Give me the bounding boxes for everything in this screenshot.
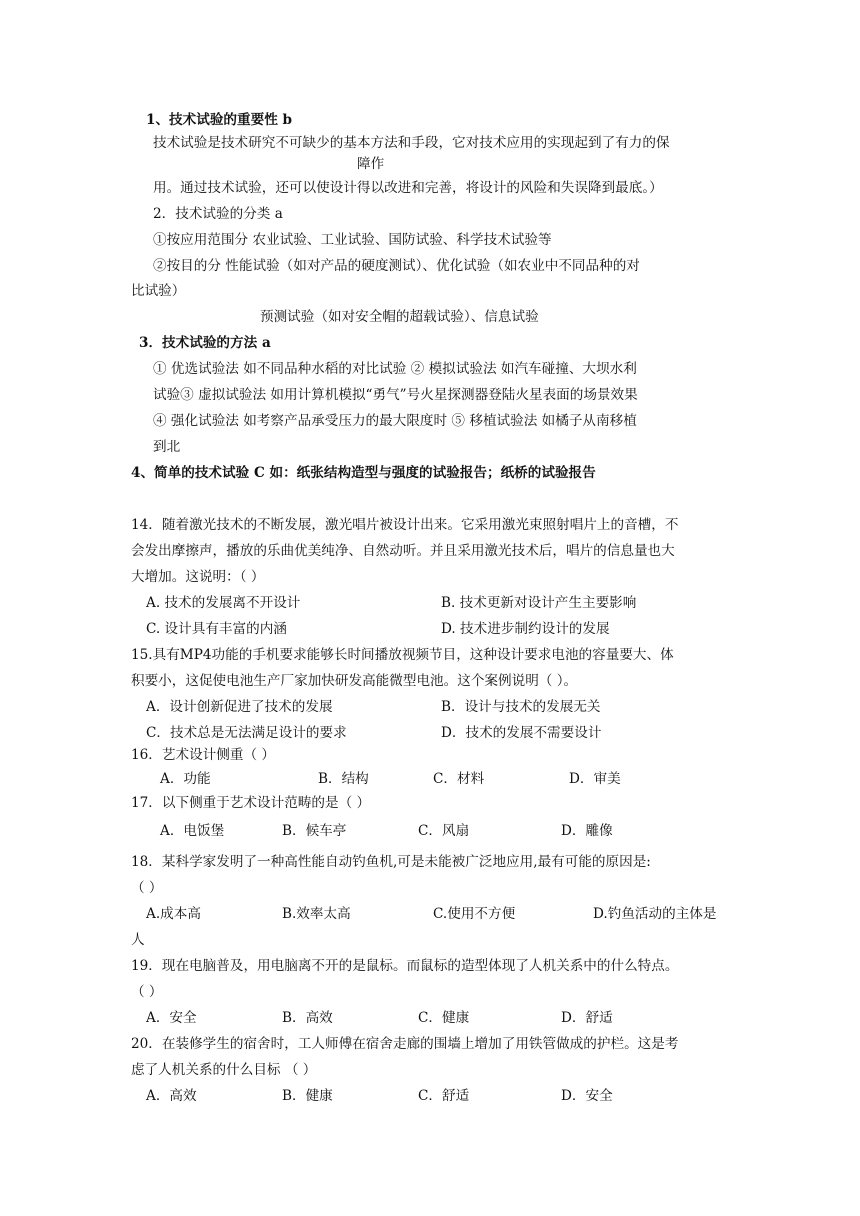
question-20-option-d: D．安全 — [561, 1088, 613, 1104]
question-14-option-a: A. 技术的发展离不开设计 — [146, 595, 301, 611]
question-19-option-b: B．高效 — [282, 1010, 333, 1026]
question-15-option-c: C．技术总是无法满足设计的要求 — [146, 725, 347, 741]
section-3-line: ④ 强化试验法 如考察产品承受压力的最大限度时 ⑤ 移植试验法 如橘子从南移植 — [153, 413, 637, 429]
question-16-stem: 16．艺术设计侧重（ ） — [131, 747, 275, 763]
question-18-option-b: B.效率太高 — [282, 906, 351, 922]
section-2-item-wrap: 比试验） — [131, 283, 186, 299]
question-19-stem: 19．现在电脑普及，用电脑离不开的是鼠标。而鼠标的造型体现了人机关系中的什么特点。 — [131, 958, 679, 974]
section-2-item: ②按目的分 性能试验（如对产品的硬度测试）、优化试验（如农业中不同品种的对 — [153, 258, 640, 274]
question-16-option-a: A．功能 — [160, 771, 211, 787]
question-17-stem: 17．以下侧重于艺术设计范畴的是（ ） — [131, 795, 371, 811]
question-17-option-a: A．电饭堡 — [160, 823, 225, 839]
question-15-option-a: A．设计创新促进了技术的发展 — [146, 699, 333, 715]
question-18-stem: （ ） — [131, 880, 163, 896]
question-17-option-c: C．风扇 — [418, 823, 470, 839]
question-15-option-d: D．技术的发展不需要设计 — [441, 725, 602, 741]
question-18-stem: 18．某科学家发明了一种高性能自动钓鱼机,可是未能被广泛地应用,最有可能的原因是: — [131, 854, 651, 870]
question-14-option-c: C. 设计具有丰富的内涵 — [146, 621, 287, 637]
question-18-option-d-wrap: 人 — [131, 932, 145, 948]
section-1-paragraph-line: 用。通过技术试验，还可以使设计得以改进和完善，将设计的风险和失误降到最底。） — [153, 180, 663, 196]
question-20-option-b: B．健康 — [282, 1088, 333, 1104]
question-20-stem: 虑了人机关系的什么目标 （ ） — [131, 1062, 317, 1078]
section-2-item: ①按应用范围分 农业试验、工业试验、国防试验、科学技术试验等 — [153, 232, 552, 248]
question-20-stem: 20．在装修学生的宿舍时，工人师傅在宿舍走廊的围墙上增加了用铁管做成的护栏。这是考 — [131, 1036, 679, 1052]
question-19-option-c: C．健康 — [418, 1010, 470, 1026]
question-18-option-d: D.钓鱼活动的主体是 — [593, 906, 717, 922]
section-2-heading: 2．技术试验的分类 a — [153, 206, 283, 222]
question-16-option-b: B．结构 — [318, 771, 369, 787]
section-3-line: 到北 — [153, 439, 181, 455]
question-15-stem: 15.具有MP4功能的手机要求能够长时间播放视频节目，这种设计要求电池的容量要大、体 — [131, 647, 674, 663]
section-1-paragraph-wrap: 障作 — [357, 156, 385, 172]
question-15-stem: 积要小，这促使电池生产厂家加快研发高能微型电池。这个案例说明（ ）。 — [131, 673, 578, 689]
section-4-heading: 4、简单的技术试验 C 如：纸张结构造型与强度的试验报告；纸桥的试验报告 — [131, 465, 596, 481]
section-3-line: 试验③ 虚拟试验法 如用计算机模拟“勇气”号火星探测器登陆火星表面的场景效果 — [153, 387, 638, 403]
question-14-option-d: D. 技术进步制约设计的发展 — [441, 621, 610, 637]
question-19-option-d: D．舒适 — [561, 1010, 613, 1026]
question-18-option-a: A.成本高 — [146, 906, 201, 922]
section-3-heading: 3．技术试验的方法 a — [139, 335, 271, 351]
question-15-option-b: B．设计与技术的发展无关 — [441, 699, 601, 715]
question-17-option-b: B．候车亭 — [282, 823, 347, 839]
question-20-option-c: C．舒适 — [418, 1088, 470, 1104]
question-16-option-d: D．审美 — [569, 771, 621, 787]
section-1-paragraph-line: 技术试验是技术研究不可缺少的基本方法和手段，它对技术应用的实现起到了有力的保 — [153, 135, 670, 151]
question-14-stem: 14．随着激光技术的不断发展，激光唱片被设计出来。它采用激光束照射唱片上的音槽，不 — [131, 517, 679, 533]
question-16-option-c: C．材料 — [433, 771, 485, 787]
question-17-option-d: D．雕像 — [561, 823, 613, 839]
question-14-stem: 大增加。这说明：（ ） — [131, 569, 265, 585]
question-19-option-a: A．安全 — [146, 1010, 197, 1026]
section-2-item: 预测试验（如对安全帽的超载试验）、信息试验 — [260, 309, 539, 325]
question-18-option-c: C.使用不方便 — [433, 906, 516, 922]
section-1-heading: 1、技术试验的重要性 b — [146, 112, 293, 128]
question-20-option-a: A．高效 — [146, 1088, 197, 1104]
question-14-option-b: B. 技术更新对设计产生主要影响 — [441, 595, 637, 611]
section-3-line: ① 优选试验法 如不同品种水稻的对比试验 ② 模拟试验法 如汽车碰撞、大坝水利 — [153, 361, 637, 377]
question-14-stem: 会发出摩擦声，播放的乐曲优美纯净、自然动听。并且采用激光技术后，唱片的信息量也大 — [131, 543, 675, 559]
question-19-stem: （ ） — [131, 984, 163, 1000]
